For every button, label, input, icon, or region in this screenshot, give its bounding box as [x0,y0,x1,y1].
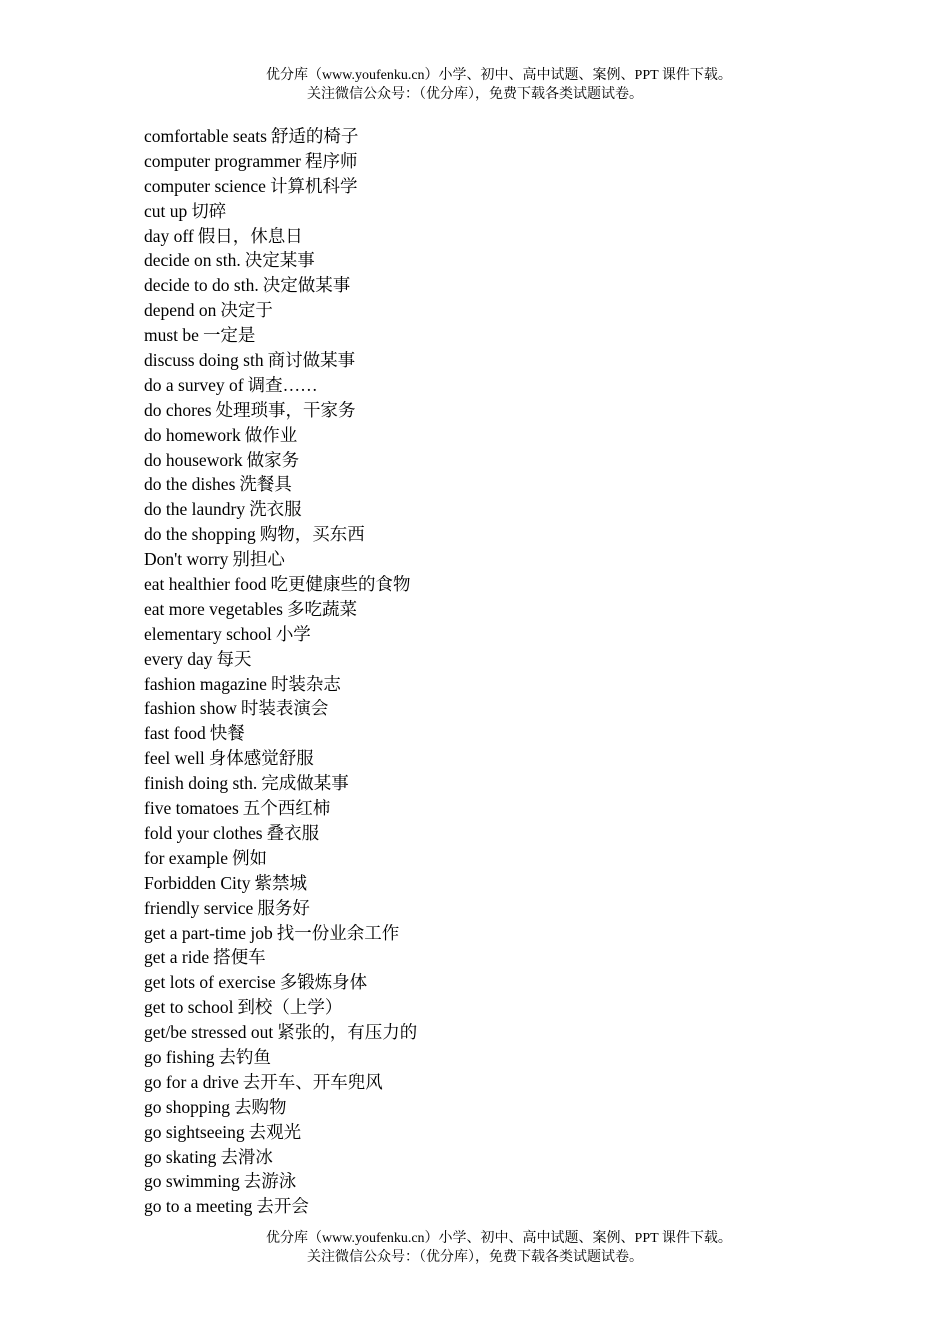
vocab-chinese: 别担心 [232,549,285,570]
vocab-chinese: 吃更健康些的食物 [270,574,411,595]
vocab-chinese: 身体感觉舒服 [208,748,314,769]
vocab-entry [144,1120,417,1145]
vocab-english: decide on sth. [144,250,241,271]
vocab-english: go fishing [144,1046,215,1067]
vocab-entry [144,721,417,746]
vocab-entry [144,945,417,970]
vocab-entry [144,547,417,572]
vocab-english: discuss doing sth [144,350,264,371]
vocab-english: do the dishes [144,474,236,495]
vocab-english: go shopping [144,1096,231,1117]
vocab-chinese: 一定是 [202,325,256,346]
vocab-chinese: 多吃蔬菜 [286,598,357,619]
vocab-entry [144,174,417,199]
vocab-entry [144,1070,417,1095]
vocab-entry [144,622,417,647]
vocab-chinese: 决定于 [220,300,273,321]
vocab-entry [144,1194,417,1219]
vocab-entry [144,348,417,373]
vocab-english: do the laundry [144,499,246,520]
vocab-english: depend on [144,300,217,321]
vocab-english: do chores [144,399,212,420]
vocab-chinese: 假日，休息日 [197,225,303,246]
vocab-chinese: 做家务 [246,449,300,470]
vocab-entry [144,821,417,846]
vocab-english: every day [144,648,213,669]
vocab-english: comfortable seats [144,126,267,146]
vocab-entry [144,572,417,597]
vocab-chinese: 去开车、开车兜风 [242,1071,383,1092]
vocab-english: get to school [144,997,234,1018]
vocab-chinese: 每天 [216,648,252,669]
vocab-chinese: 小学 [275,623,311,644]
vocab-entry [144,597,417,622]
vocab-chinese: 完成做某事 [261,773,349,794]
vocab-english: must be [144,325,199,346]
vocab-chinese: 去开会 [256,1196,309,1217]
vocab-chinese: 多锻炼身体 [279,972,368,993]
vocab-entry [144,696,417,721]
vocab-entry [144,672,417,697]
vocab-chinese: 决定某事 [244,250,315,271]
vocab-chinese: 例如 [232,847,268,868]
vocab-chinese: 做作业 [244,424,298,445]
vocab-entry [144,1145,417,1170]
footer-line-2: 关注微信公众号：（优分库），免费下载各类试题试卷。 [307,1250,643,1265]
vocab-english: decide to do sth. [144,275,259,296]
vocab-chinese: 舒适的椅子 [270,126,359,146]
vocab-entry [144,373,417,398]
vocab-english: fold your clothes [144,822,263,843]
vocab-entry [144,224,417,249]
vocab-chinese: 搭便车 [213,947,266,968]
vocab-entry [144,970,417,995]
vocab-english: for example [144,847,229,868]
vocab-english: finish doing sth. [144,773,258,794]
vocab-chinese: 购物，买东西 [259,524,365,545]
vocab-english: computer programmer [144,150,301,171]
vocab-entry [144,1095,417,1120]
vocab-english: five tomatoes [144,798,239,819]
vocab-english: computer science [144,175,266,196]
header-line-2: 关注微信公众号：（优分库），免费下载各类试题试卷。 [307,87,643,102]
vocab-chinese: 快餐 [209,723,245,744]
vocab-chinese: 洗衣服 [249,499,302,520]
vocab-entry [144,921,417,946]
vocab-chinese: 紧张的，有压力的 [277,1022,418,1043]
vocab-english: friendly service [144,897,254,918]
vocab-chinese: 程序师 [304,150,358,171]
vocabulary-list [144,124,417,1219]
vocab-entry [144,149,417,174]
vocab-entry [144,273,417,298]
footer-line-1: 优分库（www.youfenku.cn）小学、初中、高中试题、案例、PPT 课件下载。 [266,1231,732,1246]
vocab-english: go swimming [144,1171,240,1192]
vocab-entry [144,1045,417,1070]
vocab-english: go for a drive [144,1071,239,1092]
vocab-entry [144,448,417,473]
vocab-chinese: 调查…… [247,374,318,395]
vocab-entry [144,1020,417,1045]
vocab-entry [144,871,417,896]
vocab-english: feel well [144,748,205,769]
vocab-chinese: 服务好 [257,897,310,918]
vocab-english: eat healthier food [144,574,267,595]
vocab-chinese: 叠衣服 [266,822,320,843]
vocab-english: get/be stressed out [144,1022,274,1043]
header-line-1: 优分库（www.youfenku.cn）小学、初中、高中试题、案例、PPT 课件下载。 [266,68,732,83]
vocab-chinese: 去游泳 [243,1171,297,1192]
vocab-entry [144,398,417,423]
vocab-english: go sightseeing [144,1121,245,1142]
vocab-entry [144,124,417,149]
vocab-english: go skating [144,1146,217,1167]
vocab-chinese: 商讨做某事 [267,350,356,371]
vocab-chinese: 洗餐具 [239,474,292,495]
vocab-english: Forbidden City [144,872,251,893]
vocab-chinese: 找一份业余工作 [276,922,400,943]
vocab-entry [144,771,417,796]
vocab-chinese: 五个西红柿 [242,798,331,819]
vocab-entry [144,746,417,771]
vocab-entry [144,647,417,672]
vocab-english: get a ride [144,947,210,968]
vocab-entry [144,796,417,821]
vocab-entry [144,1169,417,1194]
vocab-entry [144,248,417,273]
vocab-entry [144,423,417,448]
vocab-chinese: 去购物 [234,1096,287,1117]
vocab-english: do housework [144,449,243,470]
page-header [0,66,950,104]
vocab-chinese: 决定做某事 [262,275,351,296]
vocab-chinese: 去滑冰 [220,1146,273,1167]
vocab-english: day off [144,225,194,246]
vocab-english: get lots of exercise [144,972,276,993]
vocab-english: get a part-time job [144,922,273,943]
vocab-chinese: 时装杂志 [270,673,341,694]
vocab-chinese: 时装表演会 [240,698,329,719]
vocab-english: do a survey of [144,374,244,395]
vocab-entry [144,298,417,323]
vocab-english: do the shopping [144,524,256,545]
vocab-english: fashion show [144,698,237,719]
vocab-chinese: 计算机科学 [269,175,358,196]
page-footer [0,1229,950,1267]
vocab-chinese: 去观光 [248,1121,302,1142]
vocab-english: fashion magazine [144,673,267,694]
vocab-chinese: 切碎 [191,200,227,221]
vocab-entry [144,323,417,348]
vocab-english: go to a meeting [144,1196,253,1217]
vocab-chinese: 到校（上学） [237,997,343,1018]
vocab-entry [144,995,417,1020]
vocab-chinese: 处理琐事，干家务 [215,399,356,420]
vocab-english: elementary school [144,623,272,644]
vocab-entry [144,846,417,871]
vocab-english: cut up [144,200,188,221]
vocab-english: eat more vegetables [144,598,283,619]
vocab-chinese: 紫禁城 [254,872,307,893]
vocab-entry [144,199,417,224]
vocab-english: Don't worry [144,549,229,570]
vocab-entry [144,472,417,497]
vocab-english: do homework [144,424,241,445]
vocab-entry [144,522,417,547]
vocab-chinese: 去钓鱼 [218,1046,271,1067]
vocab-english: fast food [144,723,206,744]
vocab-entry [144,497,417,522]
vocab-entry [144,896,417,921]
